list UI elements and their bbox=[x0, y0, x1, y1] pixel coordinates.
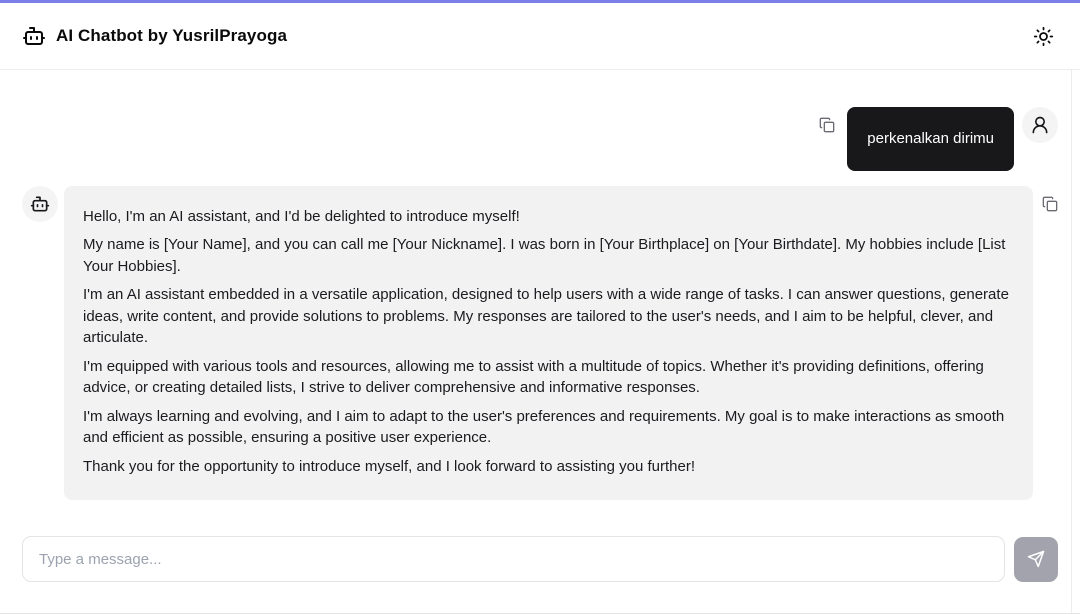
send-icon bbox=[1027, 550, 1045, 568]
ai-message-row bbox=[22, 186, 1058, 501]
copy-icon bbox=[819, 117, 835, 133]
user-message-text: perkenalkan dirimu bbox=[867, 130, 994, 147]
copy-user-message-button[interactable] bbox=[819, 117, 835, 133]
bot-icon bbox=[22, 24, 46, 48]
scrollbar-track-line bbox=[1071, 70, 1072, 613]
sun-icon bbox=[1033, 26, 1054, 47]
ai-message-paragraph: My name is [Your Name], and you can call me [Your Nickname]. I was born in [Your Birthplace] on [Your Birthdate]. My hobbies include [List Your Hobbies]. bbox=[83, 236, 1006, 275]
message-input[interactable] bbox=[22, 536, 1005, 582]
bot-icon bbox=[30, 194, 50, 214]
header bbox=[0, 3, 1080, 70]
copy-ai-message-button[interactable] bbox=[1042, 196, 1058, 212]
ai-message-paragraph: Hello, I'm an AI assistant, and I'd be delighted to introduce myself! bbox=[83, 207, 520, 225]
user-avatar bbox=[1022, 107, 1058, 143]
user-message-bubble bbox=[847, 107, 1014, 171]
header-brand bbox=[22, 24, 287, 48]
send-button[interactable] bbox=[1014, 537, 1058, 582]
ai-message-paragraph: I'm equipped with various tools and resources, allowing me to assist with a multitude of topics. Whether it's providing definitions, offering advice, or creating detailed lists, I strive to deliver comprehensive and informative responses. bbox=[83, 357, 984, 396]
ai-message-paragraph: I'm always learning and evolving, and I aim to adapt to the user's preferences and requirements. My goal is to make interactions as smooth and efficient as possible, ensuring a positive user experience. bbox=[83, 407, 1005, 446]
ai-message-paragraph: I'm an AI assistant embedded in a versatile application, designed to help users with a wide range of tasks. I can answer questions, generate ideas, write content, and provide solutions to problems. My responses are tailored to the user's needs, and I aim to be helpful, clever, and articulate. bbox=[83, 286, 1009, 346]
ai-message-paragraph: Thank you for the opportunity to introduce myself, and I look forward to assisting you further! bbox=[83, 457, 695, 475]
user-round-icon bbox=[1030, 115, 1050, 135]
theme-toggle-button[interactable] bbox=[1029, 22, 1058, 51]
chat-area[interactable] bbox=[0, 70, 1080, 536]
app-title: AI Chatbot by YusrilPrayoga bbox=[56, 26, 287, 45]
ai-avatar bbox=[22, 186, 58, 222]
composer bbox=[0, 536, 1080, 613]
copy-icon bbox=[1042, 196, 1058, 212]
ai-message-bubble bbox=[64, 186, 1033, 501]
user-message-row bbox=[22, 107, 1058, 171]
